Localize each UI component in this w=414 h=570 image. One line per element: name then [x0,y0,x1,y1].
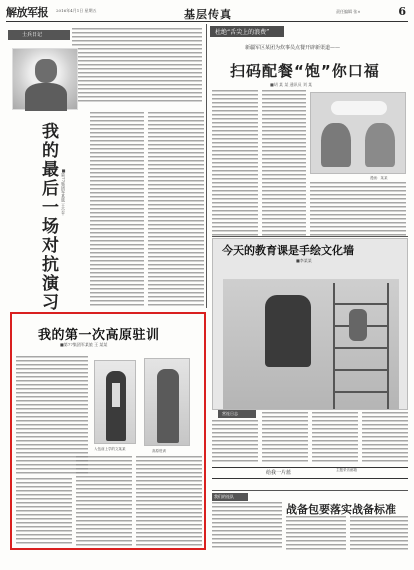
newspaper-logo: 解放军报 [6,6,48,19]
cartoon-speech-bubble [331,101,387,115]
highlight-text-column-3 [76,456,132,546]
feature-text-column-2 [262,90,306,236]
photo-shirt [112,383,120,407]
soldier-civilian-photo [94,360,136,444]
feature-text-column-3 [310,182,406,236]
feature-byline: ■胡 某 某 通讯员 刘 某 [270,82,313,87]
highlight-headline: 我的第一次高原驻训 [38,328,160,343]
intro-text-block [72,28,202,102]
feature-headline: 扫码配餐“饱”你口福 [230,62,380,80]
masthead [6,4,408,22]
left-text-column-2 [148,112,204,308]
cartoon-caption: 漫画：某某 [370,176,388,180]
ad-strip [212,467,408,479]
issue-date: 2016年4月1日 星期五 [56,8,97,13]
photo-figure-uniform [157,369,179,443]
bottom-headline: 战备包要落实战备标准 [286,503,396,516]
poster-byline: ■李某某 [296,258,312,263]
portrait-head [35,59,57,83]
left-byline: ■第77集团军某旅 王小平 [61,168,66,216]
highlight-text-column-2 [16,478,72,546]
column-divider [206,24,207,308]
page-number: 6 [398,5,406,18]
poster-text-column-4 [362,412,408,464]
ad-text: 给我一片蓝 [266,470,292,476]
poster-headline: 今天的教育课是手绘文化墙 [222,244,354,257]
portrait-body [25,83,67,111]
poster-text-column-3 [312,412,358,464]
feature-tag: 杜绝“舌尖上的浪费” [215,29,270,36]
cartoon-figure-right [365,123,395,167]
author-portrait-photo [12,48,78,110]
soldier-uniform-photo [144,358,190,446]
cartoon-illustration [310,92,406,174]
cartoon-figure-left [321,123,351,167]
left-headline: 我的最后一场对抗演习 [38,122,58,312]
left-text-column-1 [90,112,144,308]
scaffold [333,283,389,410]
ad-note: 主题采访邮箱 [336,468,357,472]
bottom-text-column-1 [212,502,282,550]
section-rule [212,236,408,237]
painter-figure [349,309,367,341]
fist-mural [265,295,311,367]
poster-text-column-1 [212,420,258,464]
bottom-section-rule [212,490,408,491]
highlight-text-column-4 [136,456,202,546]
bottom-kicker: 我们的连队 [214,494,234,499]
feature-text-column-1 [212,90,258,236]
photo-caption-right: 高原驻训 [152,449,166,453]
photo-caption-left: 入伍前上学的文某某 [94,447,126,451]
section-title: 基层传真 [184,8,232,21]
poster-kicker: 营连日志 [222,411,238,416]
bottom-text-column-3 [350,516,408,550]
poster-text-column-2 [262,412,308,464]
highlight-byline: ■第77集团军某旅 王 某某 [60,342,108,347]
bottom-text-column-2 [286,516,346,550]
left-kicker: 士兵日记 [22,32,43,38]
editor-credit: 责任编辑 张× [336,9,361,14]
feature-subhead: 新疆军区某团为炊事员点餐开辟新渠道—— [245,45,341,51]
